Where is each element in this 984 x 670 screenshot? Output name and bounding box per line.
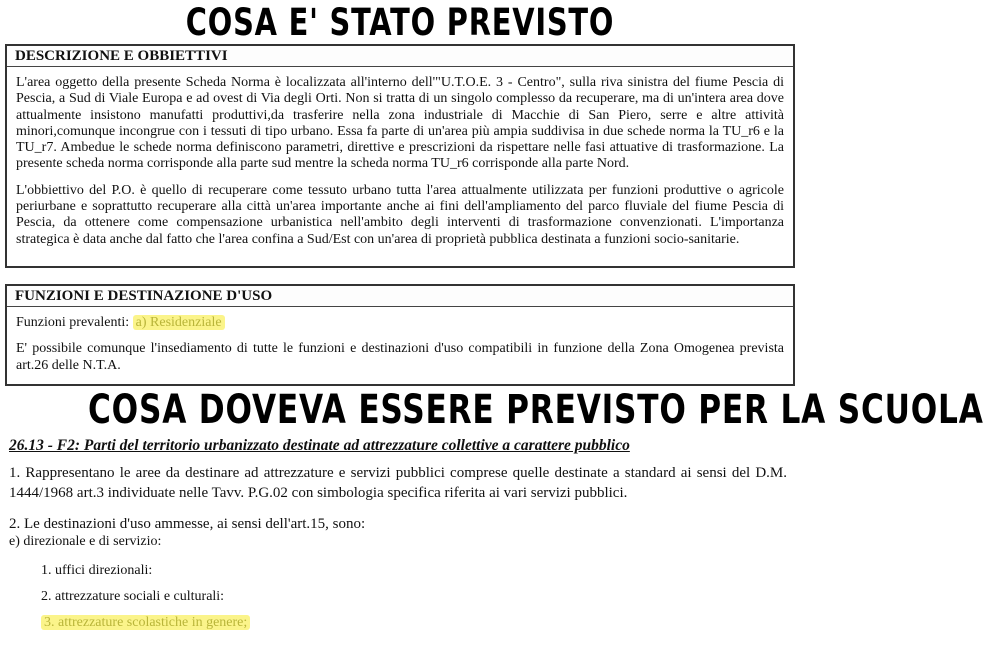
functions-highlight: a) Residenziale (133, 315, 225, 330)
functions-line (16, 315, 784, 331)
functions-body (7, 307, 793, 388)
heading-bottom: COSA DOVEVA ESSERE PREVISTO PER LA SCUOLA (88, 387, 984, 433)
description-paragraph-1: L'area oggetto della presente Scheda Norma è localizzata all'interno dell'"U.T.O.E. 3 - Centro", sulla riva sinistra del fiume Pescia di Pescia, a Sud di Viale Europa e ad ovest di Via degli Orti. Non si tratta di un singolo complesso da recuperare, ma di un'intera area dove attualmente insistono manufatti produttivi,da trasferire nella zona industriale di Macchie di San Piero, serre e altre attività minori,comunque incongrue con i tessuti di tipo urbano. Essa fa parte di un'area più ampia suddivisa in due schede norma la TU_r6 e la TU_r7. Ambedue le schede norma definiscono parametri, direttive e prescrizioni da rispettare nelle fasi attuative di trasformazione. La presente scheda norma corrisponde alla parte sud mentre la scheda norma TU_r6 corrisponde alla parte Nord. (16, 75, 784, 172)
norm-list-item: 1. uffici direzionali: (41, 563, 153, 578)
norm-highlight: 3. attrezzature scolastiche in genere; (41, 615, 250, 630)
norm-list-item: 2. attrezzature sociali e culturali: (41, 589, 225, 604)
functions-box (5, 284, 795, 386)
functions-title: FUNZIONI E DESTINAZIONE D'USO (7, 286, 793, 307)
norm-highlighted-item (41, 614, 787, 631)
description-box (5, 44, 795, 268)
description-paragraph-2: L'obbiettivo del P.O. è quello di recuperare come tessuto urbano tutta l'area attualmente utilizzata per funzioni produttive o agricole periurbane e soprattutto recuperare alla città un'area importante anche ai fini dell'ampliamento del parco fluviale del fiume Pescia di Pescia, da ottenere come compensazione urbanistica nell'ambito degli interventi di trasformazione convenzionati. L'importanza strategica è data anche dal fatto che l'area confina a Sud/Est con un'area di proprietà pubblica destinata a funzioni socio-sanitarie. (16, 182, 784, 247)
heading-top: COSA E' STATO PREVISTO (185, 1, 615, 44)
functions-paragraph-2: E' possibile comunque l'insediamento di tutte le funzioni e destinazioni d'uso compatibili in funzione della Zona Omogenea prevista art.26 delle N.T.A. (16, 341, 784, 373)
description-body (7, 67, 793, 262)
norm-section (9, 436, 787, 640)
norm-title: 26.13 - F2: Parti del territorio urbanizzato destinate ad attrezzature collettive a carattere pubblico (9, 437, 630, 454)
description-title: DESCRIZIONE E OBBIETTIVI (7, 46, 793, 67)
norm-paragraph-1: 1. Rappresentano le aree da destinare ad attrezzature e servizi pubblici comprese quelle destinate a standard ai sensi del D.M. 1444/1968 art.3 individuate nelle Tavv. P.G.02 con simbologia specifica riferita ai vari servizi pubblici. (9, 465, 787, 501)
functions-label: Funzioni prevalenti: (16, 315, 133, 330)
norm-paragraph-3: e) direzionale e di servizio: (9, 534, 162, 549)
norm-paragraph-2: 2. Le destinazioni d'uso ammesse, ai sensi dell'art.15, sono: (9, 516, 366, 532)
